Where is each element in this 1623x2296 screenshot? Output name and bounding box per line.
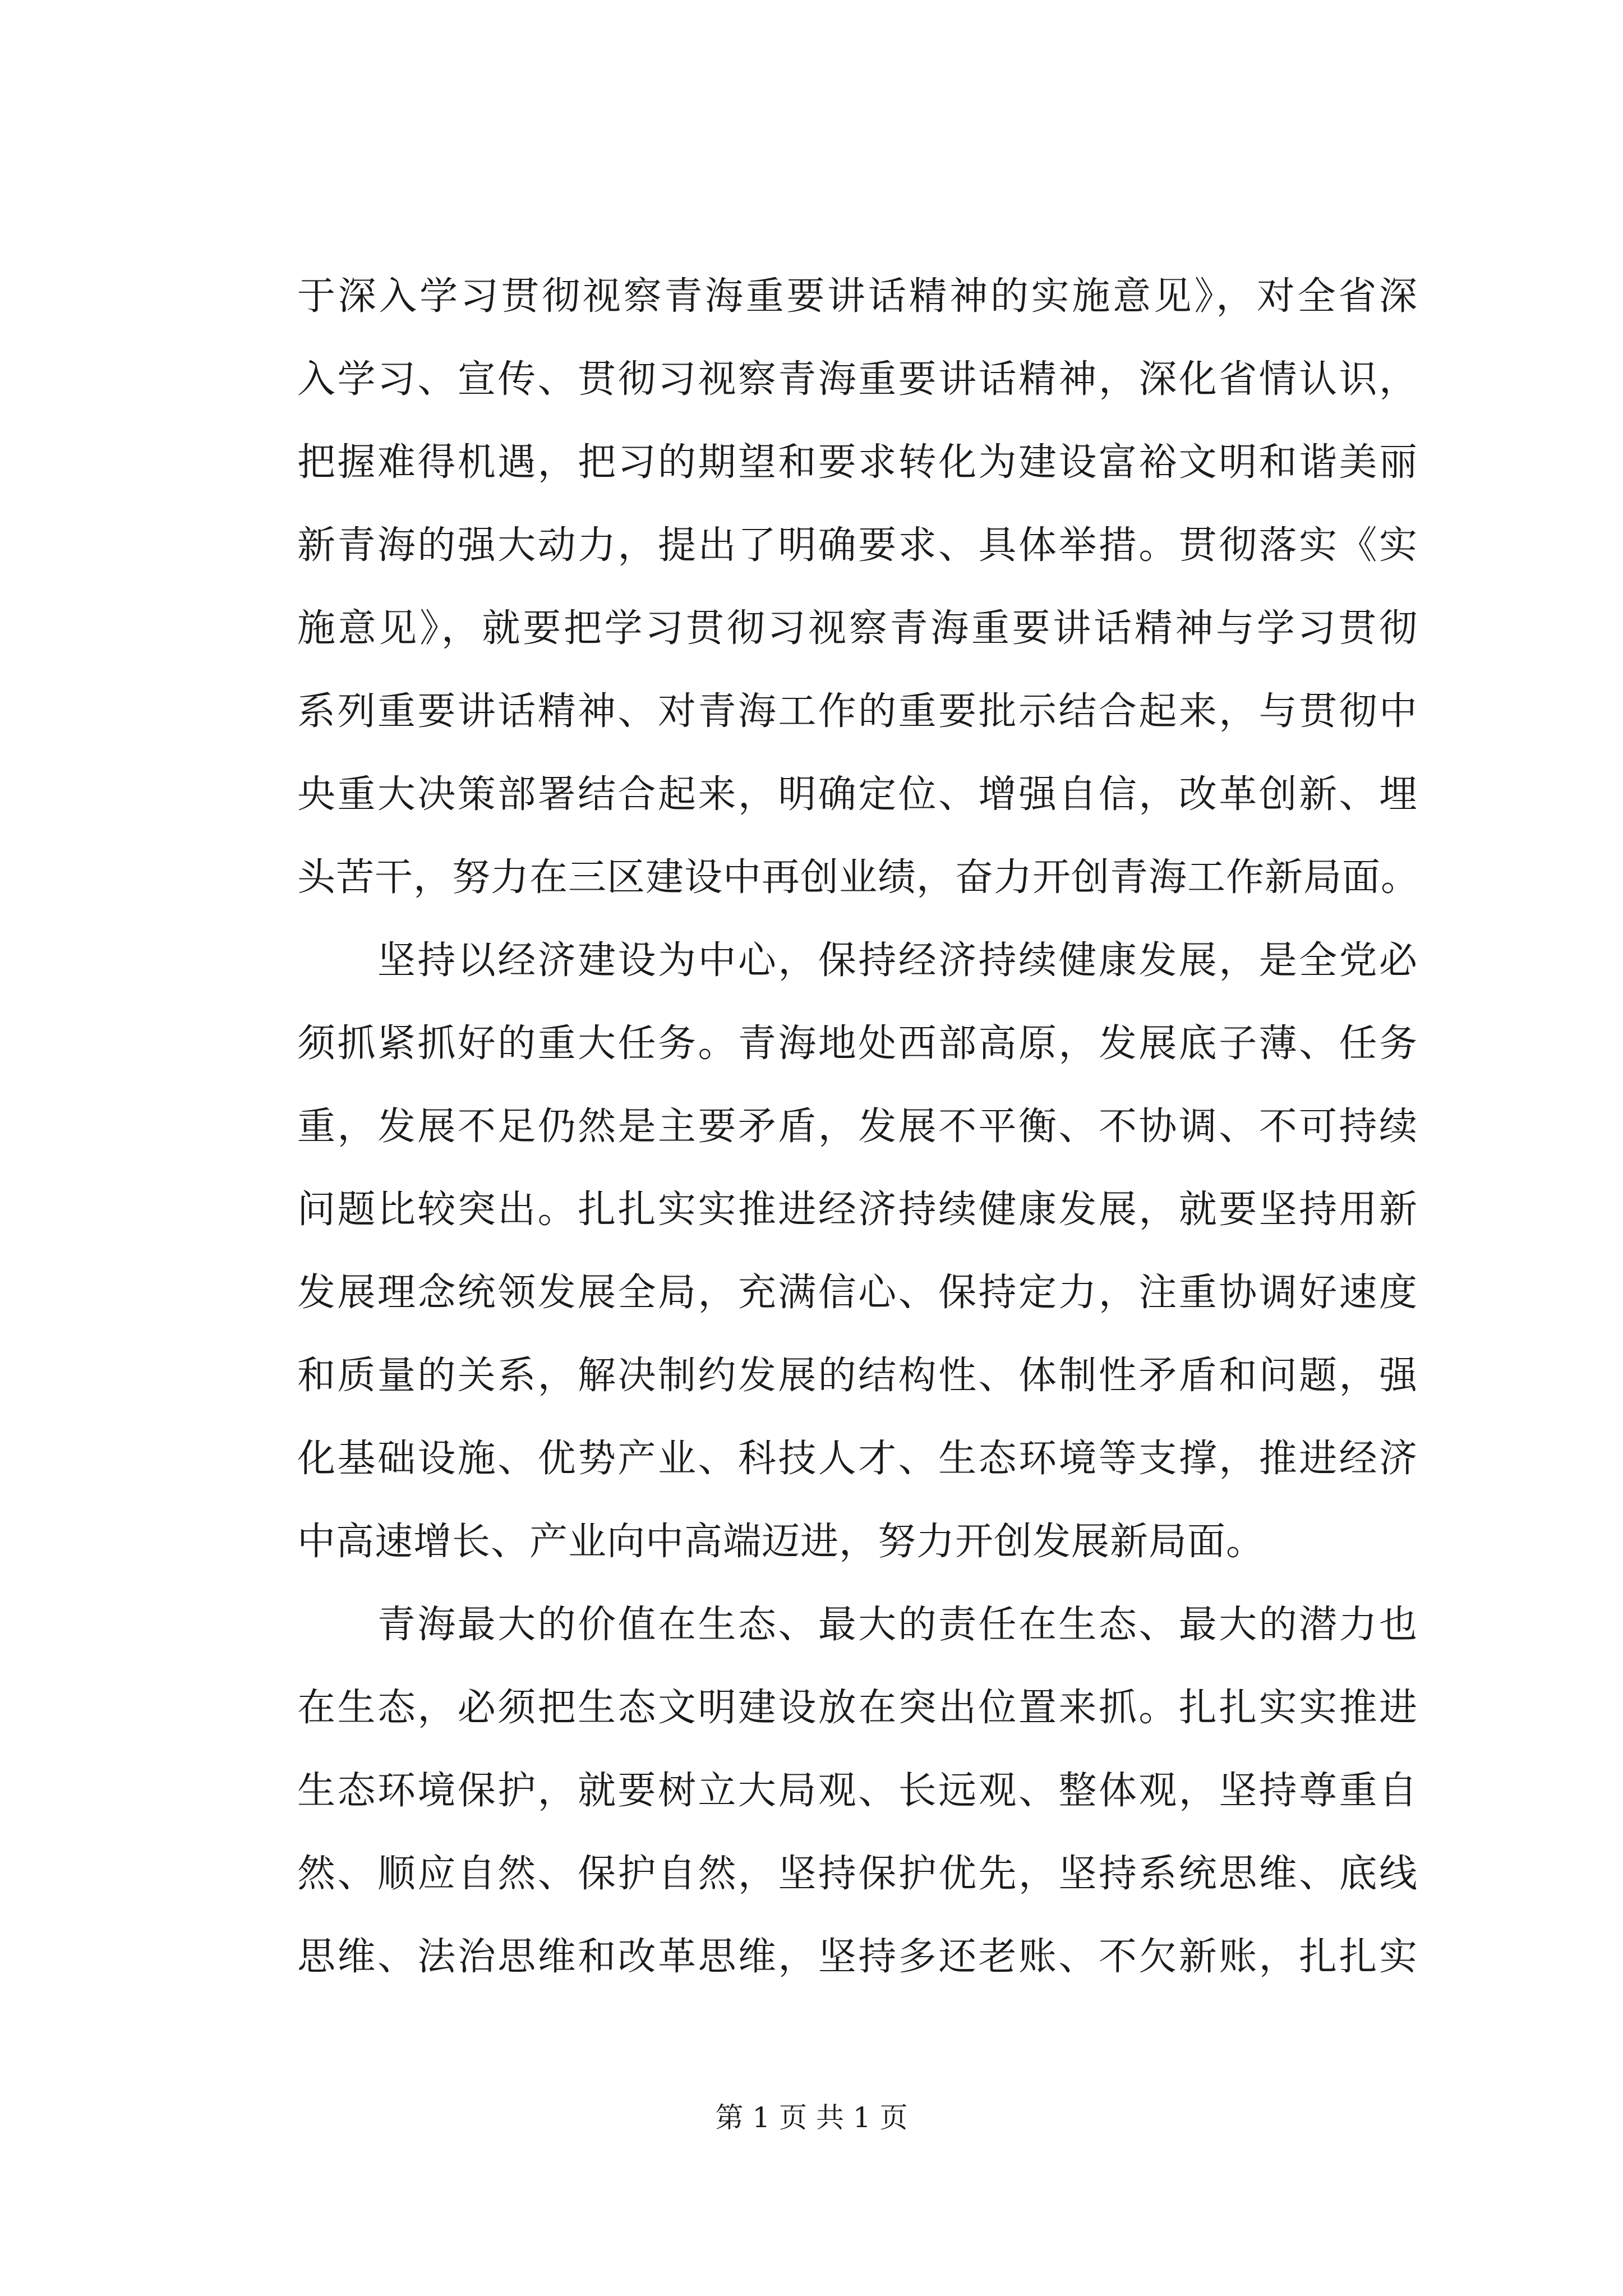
document-body — [297, 255, 1418, 1999]
text-line: 重，发展不足仍然是主要矛盾，发展不平衡、不协调、不可持续 — [297, 1105, 1418, 1149]
text-line: 中高速增长、产业向中高端迈进，努力开创发展新局面。 — [297, 1520, 1265, 1564]
text-line: 系列重要讲话精神、对青海工作的重要批示结合起来，与贯彻中 — [297, 689, 1418, 734]
text-line: 坚持以经济建设为中心，保持经济持续健康发展，是全党必 — [297, 938, 1418, 983]
text-line: 问题比较突出。扎扎实实推进经济持续健康发展，就要坚持用新 — [297, 1188, 1418, 1232]
text-line: 青海最大的价值在生态、最大的责任在生态、最大的潜力也 — [297, 1603, 1418, 1647]
text-line: 入学习、宣传、贯彻习视察青海重要讲话精神，深化省情认识， — [297, 357, 1418, 402]
text-line: 须抓紧抓好的重大任务。青海地处西部高原，发展底子薄、任务 — [297, 1022, 1418, 1066]
text-line: 然、顺应自然、保护自然，坚持保护优先，坚持系统思维、底线 — [297, 1852, 1418, 1896]
text-line: 央重大决策部署结合起来，明确定位、增强自信，改革创新、埋 — [297, 772, 1418, 817]
text-line: 化基础设施、优势产业、科技人才、生态环境等支撑，推进经济 — [297, 1437, 1418, 1481]
text-line: 和质量的关系，解决制约发展的结构性、体制性矛盾和问题，强 — [297, 1354, 1418, 1398]
text-line: 在生态，必须把生态文明建设放在突出位置来抓。扎扎实实推进 — [297, 1686, 1418, 1730]
text-line: 头苦干，努力在三区建设中再创业绩，奋力开创青海工作新局面。 — [297, 855, 1420, 900]
text-line: 发展理念统领发展全局，充满信心、保持定力，注重协调好速度 — [297, 1271, 1418, 1315]
text-line: 新青海的强大动力，提出了明确要求、具体举措。贯彻落实《实 — [297, 523, 1418, 568]
text-line: 把握难得机遇，把习的期望和要求转化为建设富裕文明和谐美丽 — [297, 440, 1418, 485]
text-line: 思维、法治思维和改革思维，坚持多还老账、不欠新账，扎扎实 — [297, 1935, 1418, 1979]
text-line: 施意见》，就要把学习贯彻习视察青海重要讲话精神与学习贯彻 — [297, 606, 1418, 651]
page-footer: 第 1 页 共 1 页 — [715, 2101, 908, 2134]
text-line: 生态环境保护，就要树立大局观、长远观、整体观，坚持尊重自 — [297, 1769, 1418, 1813]
text-line: 于深入学习贯彻视察青海重要讲话精神的实施意见》，对全省深 — [297, 274, 1418, 319]
